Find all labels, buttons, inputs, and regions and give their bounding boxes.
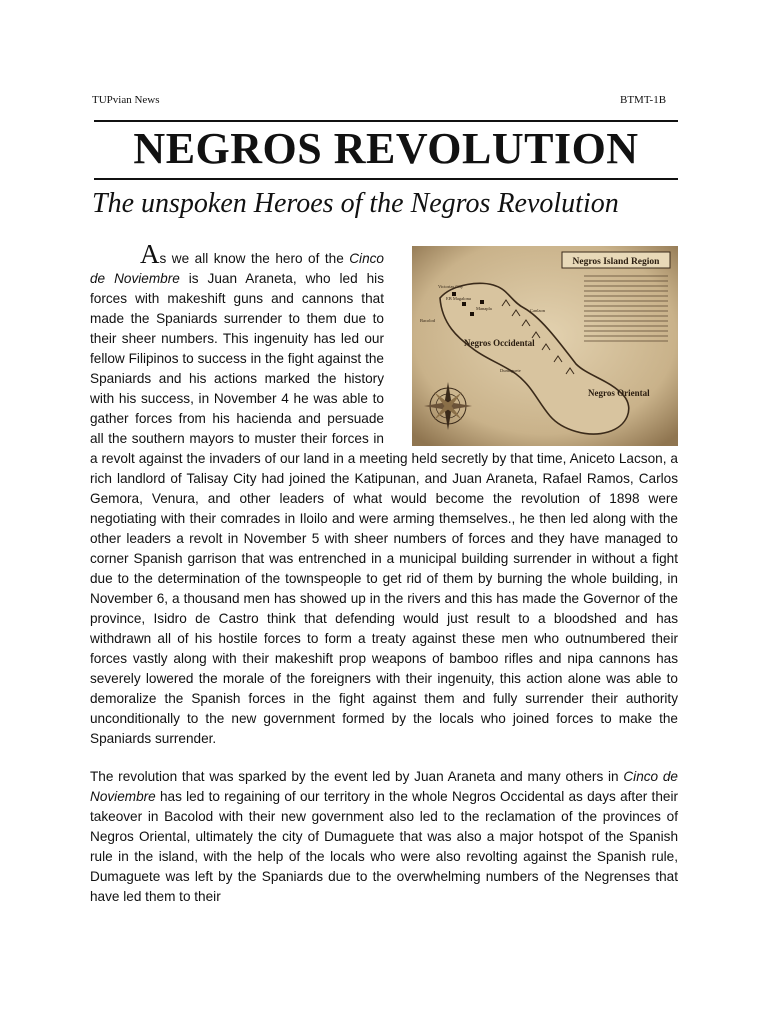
section-code: BTMT-1B [620,94,667,106]
article-subtitle: The unspoken Heroes of the Negros Revolution [92,188,619,219]
map-label-victorias: Victorias City [438,284,464,289]
article-paragraph-2: The revolution that was sparked by the event led by Juan Araneta and many others in Cinco de Noviembre has led to regaining of our territory in the whole Negros Occidental as days after their takeover in Bacolod with their new government also led to the reclamation of the provinces of Negros Oriental, ultimately the city of Dumaguete that was also a major hotspot of the Spanish rule in the island, with the help of the locals who were also revolting against the Spanish rule, Dumaguete was left by the Spaniards due to the overwhelming numbers of the Negrenses that have led them to their [90,769,678,904]
town-marker [470,312,474,316]
article-body [90,239,678,925]
italic-phrase: Cinco de Noviembre [90,251,384,286]
map-title: Negros Island Region [572,257,660,267]
italic-phrase: Cinco de Noviembre [90,769,678,804]
masthead-rule-bottom [94,178,678,180]
map-label-magalona: EB Magalona [446,296,471,301]
article-paragraph-1: As we all know the hero of the Cinco de Noviembre is Juan Araneta, who led his forces with makeshift guns and cannons that made the Spaniards surrender to them due to their sheer numbers. This ingenuity has led our fellow Filipinos to success in the fight against the Spaniards and his actions marked the history with his success, in November 4 he was able to gather forces from his hacienda and persuade all the southern mayors to muster their forces in a revolt against the invaders of our land in a meeting held secretly by that time, Aniceto Lacson, a rich landlord of Talisay City had joined the Katipunan, and Juan Araneta, Rafael Ramos, Carlos Gemora, Venura, and other leaders of what would become the revolution of 1898 were negotiating with their comrades in Iloilo and were arming themselves., he then led along with the other leaders a revolt in November 5 with sheer numbers of forces and they have managed to corner Spanish garrison that was entrenched in a municipal building surrender in without a fight due to the determination of the townspeople to get rid of them by burning the whole building, in November 6, a thousand men has showed up in the rivers and this has made the Governor of the province, Isidro de Castro think that defending would just result to a bloodshed and has withdrawn all of his hostile forces to form a treaty against these men who outnumbered their forces vastly along with their makeshift prop weapons of bamboo rifles and nipa cannons has severely lowered the morale of the foreigners with their ingenuity, this action alone was able to demoralize the Spanish forces in the fight against them and fully surrender their authority unconditionally to the new government formed by the locals who joined forces to make the Spaniards surrender. [90,239,678,746]
map-illustration [412,246,678,446]
town-marker [480,300,484,304]
town-marker [462,302,466,306]
page-title: NEGROS REVOLUTION [133,124,639,173]
map-label-canlaon: Canlaon [530,308,545,313]
negros-island-map [412,246,678,446]
map-label-bacolod: Bacolod [420,318,435,323]
map-label-occidental: Negros Occidental [464,338,535,348]
map-label-oriental: Negros Oriental [588,388,650,398]
publication-name: TUPvian News [92,94,160,106]
map-label-dumaguete: Dumaguete [500,368,521,373]
drop-cap: A [140,239,160,269]
map-label-manapla: Manapla [476,306,492,311]
